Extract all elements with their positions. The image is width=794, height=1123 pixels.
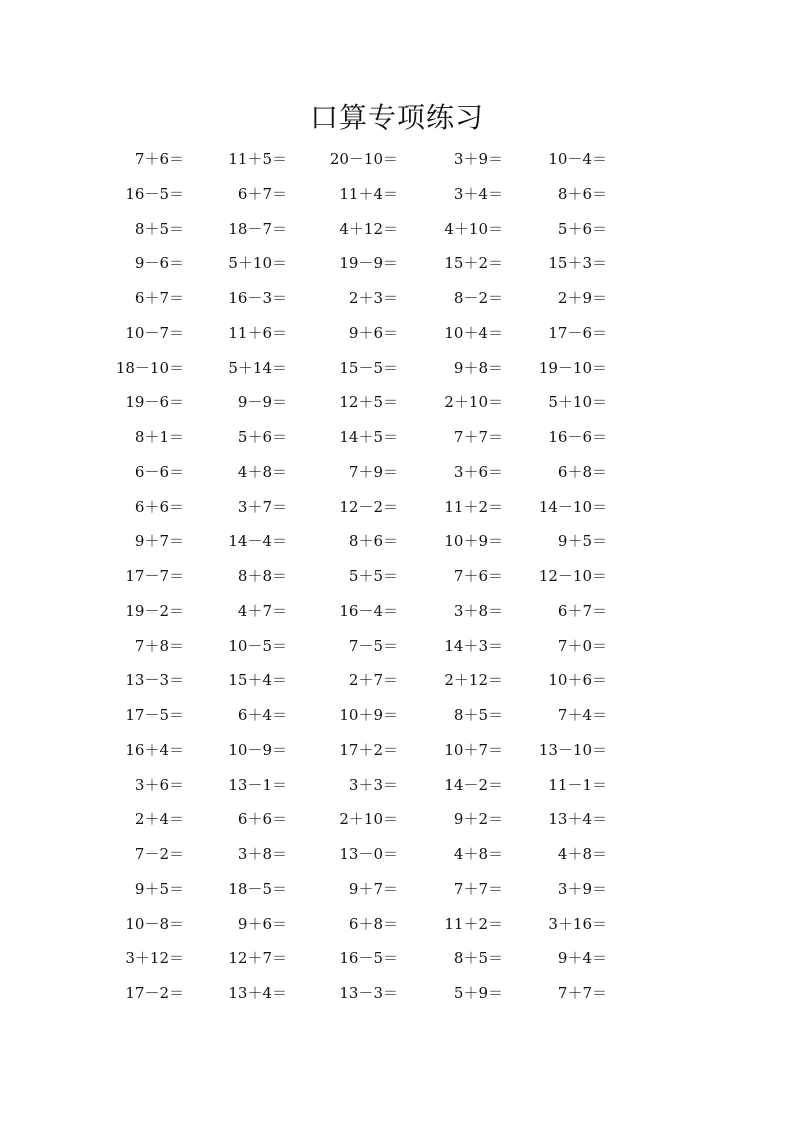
problem-cell: 7＋7＝ (453, 879, 503, 898)
problem-cell: 10＋7＝ (444, 740, 503, 759)
problem-cell: 8＋8＝ (237, 567, 287, 585)
problem-cell: 6＋6＝ (134, 497, 184, 516)
problem-cell: 9＋6＝ (237, 914, 287, 933)
problem-cell: 10－9＝ (228, 740, 287, 759)
problem-cell: 9＋6＝ (348, 323, 398, 342)
problem-cell: 17－2＝ (125, 984, 184, 1002)
problem-cell: 3＋6＝ (453, 462, 503, 481)
problem-cell: 5＋6＝ (557, 219, 607, 238)
problem-cell: 15＋2＝ (444, 254, 503, 273)
problem-cell: 8＋5＝ (134, 219, 184, 238)
problem-cell: 14＋5＝ (339, 428, 398, 446)
problem-cell: 16－3＝ (228, 289, 287, 307)
problem-cell: 5＋10＝ (548, 393, 607, 412)
problem-cell: 13＋4＝ (228, 984, 287, 1002)
problem-cell: 9＋2＝ (453, 810, 503, 829)
problem-cell: 4＋8＝ (453, 845, 503, 863)
problem-row (0, 212, 794, 247)
problem-cell: 2＋7＝ (348, 671, 398, 690)
problem-cell: 14－10＝ (538, 497, 607, 516)
problem-cell: 6＋7＝ (237, 184, 287, 203)
problem-cell: 3＋6＝ (134, 775, 184, 794)
problem-cell: 13＋4＝ (548, 810, 607, 829)
problem-cell: 4＋10＝ (444, 219, 503, 238)
problem-cell: 2＋9＝ (557, 289, 607, 307)
problem-row (0, 907, 794, 942)
problem-cell: 14－4＝ (228, 532, 287, 551)
problem-cell: 7＋7＝ (453, 428, 503, 446)
problem-cell: 16－5＝ (339, 949, 398, 968)
problem-cell: 3＋8＝ (237, 845, 287, 863)
problem-row (0, 802, 794, 837)
problem-cell: 2＋12＝ (444, 671, 503, 690)
problem-cell: 5＋14＝ (228, 358, 287, 377)
problem-cell: 10－7＝ (125, 323, 184, 342)
problem-cell: 2＋10＝ (444, 393, 503, 412)
problem-cell: 16－4＝ (339, 601, 398, 620)
problem-cell: 9＋5＝ (557, 532, 607, 551)
problem-cell: 4＋8＝ (237, 462, 287, 481)
problem-cell: 14＋3＝ (444, 636, 503, 655)
problem-cell: 9＋7＝ (348, 879, 398, 898)
problem-cell: 3＋8＝ (453, 601, 503, 620)
problem-row (0, 698, 794, 733)
problem-row (0, 733, 794, 768)
problem-cell: 14－2＝ (444, 775, 503, 794)
problem-cell: 6＋8＝ (557, 462, 607, 481)
problem-cell: 7－2＝ (134, 845, 184, 863)
problem-cell: 7－5＝ (348, 636, 398, 655)
problem-cell: 13－3＝ (125, 671, 184, 690)
problem-row (0, 976, 794, 1011)
problem-row (0, 455, 794, 490)
problem-row (0, 594, 794, 629)
problem-row (0, 385, 794, 420)
problem-row (0, 316, 794, 351)
problem-cell: 17＋2＝ (339, 740, 398, 759)
problem-cell: 6＋6＝ (237, 810, 287, 829)
problem-cell: 12－2＝ (339, 497, 398, 516)
problem-cell: 7＋9＝ (348, 462, 398, 481)
problem-cell: 9＋4＝ (557, 949, 607, 968)
problem-row (0, 246, 794, 281)
problem-cell: 10－4＝ (548, 150, 607, 168)
problem-cell: 16－5＝ (125, 184, 184, 203)
problem-cell: 4＋8＝ (557, 845, 607, 863)
problem-cell: 7＋4＝ (557, 706, 607, 724)
problem-row (0, 768, 794, 803)
problem-cell: 3＋16＝ (548, 914, 607, 933)
problem-cell: 18－10＝ (115, 358, 184, 377)
problem-cell: 8＋1＝ (134, 428, 184, 446)
problem-cell: 15＋4＝ (228, 671, 287, 690)
problem-cell: 19－9＝ (339, 254, 398, 273)
problem-cell: 12＋7＝ (228, 949, 287, 968)
problem-cell: 17－7＝ (125, 567, 184, 585)
problem-cell: 18－7＝ (228, 219, 287, 238)
problem-cell: 13－0＝ (339, 845, 398, 863)
problem-cell: 11－1＝ (548, 775, 607, 794)
problem-cell: 11＋2＝ (444, 497, 503, 516)
problem-row (0, 177, 794, 212)
problem-cell: 5＋10＝ (228, 254, 287, 273)
problem-row (0, 872, 794, 907)
problem-cell: 19－10＝ (538, 358, 607, 377)
problem-cell: 3＋12＝ (125, 949, 184, 968)
problem-cell: 10－8＝ (125, 914, 184, 933)
problem-row (0, 351, 794, 386)
problem-cell: 15－5＝ (339, 358, 398, 377)
problem-cell: 10－5＝ (228, 636, 287, 655)
problem-cell: 4＋7＝ (237, 601, 287, 620)
problem-cell: 8＋6＝ (557, 184, 607, 203)
problem-cell: 2＋10＝ (339, 810, 398, 829)
problem-cell: 9－6＝ (134, 254, 184, 273)
problem-cell: 3＋9＝ (453, 150, 503, 168)
problem-cell: 3＋4＝ (453, 184, 503, 203)
problem-cell: 17－6＝ (548, 323, 607, 342)
problem-cell: 11＋5＝ (228, 150, 287, 168)
problem-cell: 20－10＝ (329, 150, 398, 168)
problem-cell: 7＋8＝ (134, 636, 184, 655)
problem-row (0, 559, 794, 594)
problem-cell: 8－2＝ (453, 289, 503, 307)
problem-row (0, 663, 794, 698)
problem-cell: 6＋7＝ (134, 289, 184, 307)
problem-cell: 9＋8＝ (453, 358, 503, 377)
problem-row (0, 524, 794, 559)
problem-cell: 10＋9＝ (339, 706, 398, 724)
problem-cell: 5＋5＝ (348, 567, 398, 585)
problem-cell: 12＋5＝ (339, 393, 398, 412)
page-title: 口算专项练习 (309, 101, 484, 134)
problem-cell: 7＋6＝ (453, 567, 503, 585)
problem-cell: 6＋7＝ (557, 601, 607, 620)
problem-cell: 9＋7＝ (134, 532, 184, 551)
problem-cell: 17－5＝ (125, 706, 184, 724)
problem-cell: 7＋6＝ (134, 150, 184, 168)
problem-row (0, 490, 794, 525)
problem-row (0, 281, 794, 316)
problem-cell: 9－9＝ (237, 393, 287, 412)
problem-row (0, 142, 794, 177)
problem-cell: 4＋12＝ (339, 219, 398, 238)
problem-cell: 10＋6＝ (548, 671, 607, 690)
problem-cell: 13－10＝ (538, 740, 607, 759)
problem-cell: 12－10＝ (538, 567, 607, 585)
problem-grid (0, 142, 794, 1011)
problem-cell: 5＋6＝ (237, 428, 287, 446)
problem-cell: 8＋6＝ (348, 532, 398, 551)
problem-cell: 16－6＝ (548, 428, 607, 446)
problem-cell: 2＋4＝ (134, 810, 184, 829)
problem-cell: 5＋9＝ (453, 984, 503, 1002)
problem-row (0, 941, 794, 976)
problem-cell: 10＋4＝ (444, 323, 503, 342)
problem-cell: 6＋4＝ (237, 706, 287, 724)
problem-cell: 11＋2＝ (444, 914, 503, 933)
problem-cell: 6－6＝ (134, 462, 184, 481)
problem-cell: 3＋9＝ (557, 879, 607, 898)
problem-row (0, 837, 794, 872)
problem-row (0, 629, 794, 664)
problem-cell: 18－5＝ (228, 879, 287, 898)
problem-cell: 7＋0＝ (557, 636, 607, 655)
problem-row (0, 420, 794, 455)
problem-cell: 15＋3＝ (548, 254, 607, 273)
problem-cell: 2＋3＝ (348, 289, 398, 307)
problem-cell: 16＋4＝ (125, 740, 184, 759)
problem-cell: 19－6＝ (125, 393, 184, 412)
problem-cell: 3＋7＝ (237, 497, 287, 516)
problem-cell: 6＋8＝ (348, 914, 398, 933)
problem-cell: 19－2＝ (125, 601, 184, 620)
problem-cell: 3＋3＝ (348, 775, 398, 794)
problem-cell: 8＋5＝ (453, 706, 503, 724)
problem-cell: 8＋5＝ (453, 949, 503, 968)
problem-cell: 13－1＝ (228, 775, 287, 794)
problem-cell: 9＋5＝ (134, 879, 184, 898)
problem-cell: 11＋4＝ (339, 184, 398, 203)
problem-cell: 11＋6＝ (228, 323, 287, 342)
problem-cell: 7＋7＝ (557, 984, 607, 1002)
problem-cell: 10＋9＝ (444, 532, 503, 551)
problem-cell: 13－3＝ (339, 984, 398, 1002)
